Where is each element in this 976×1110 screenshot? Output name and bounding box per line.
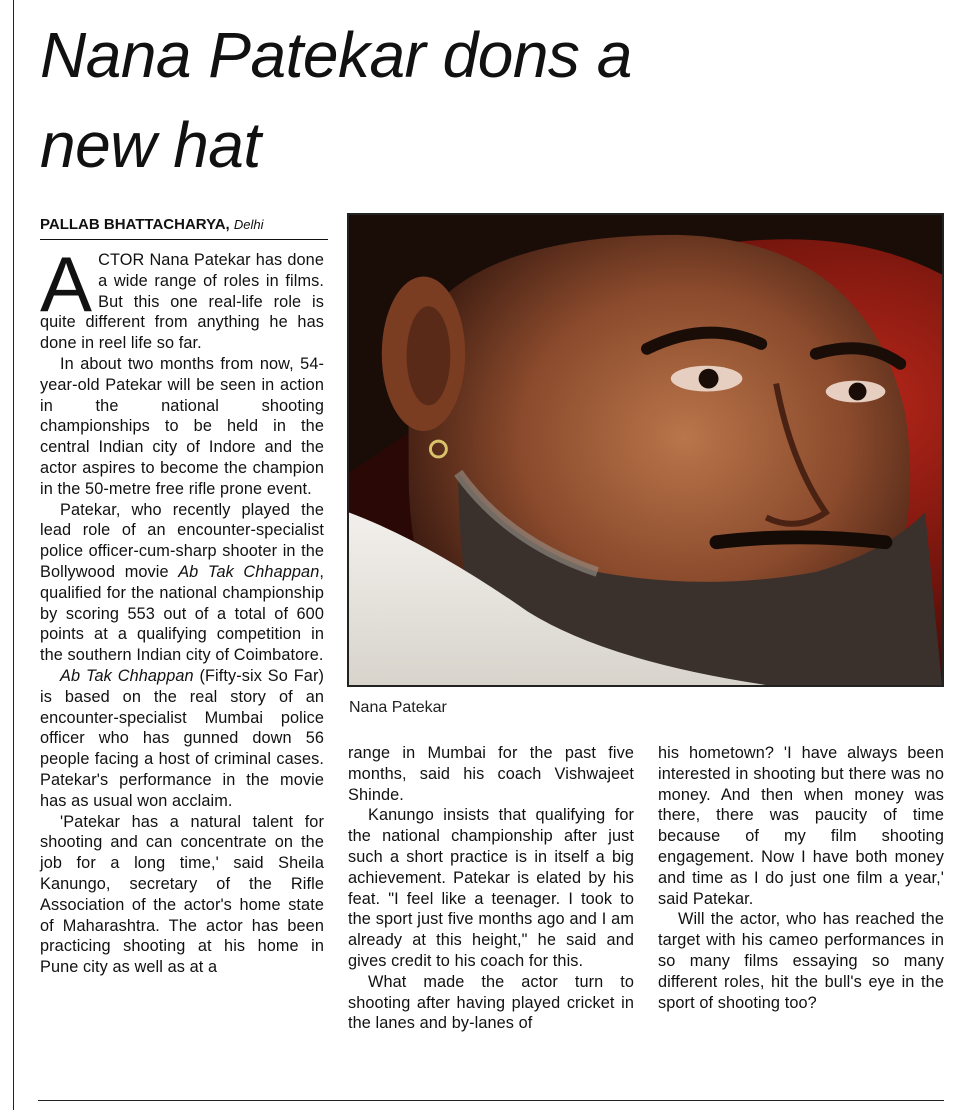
paragraph: 'Patekar has a natural talent for shooting and can concentrate on the job for a long time,' said Sheila Kanungo, secretary of the Rifle Association of the actor's home state of Maharashtra. The actor has been practicing shooting at his home in Pune city as well as at a — [40, 812, 324, 977]
paragraph: Kanungo insists that qualifying for the national championship after just such a short practice is in itself a big achievement. Patekar is elated by his feat. "I feel like a teenager. I took to the sport just five months ago and I am already at this height," he said and gives credit to his coach for this. — [348, 806, 634, 970]
paragraph-text: , qualified for the national championship by scoring 553 out of a total of 600 points at a qualifying competition in the southern Indian city of Coimbatore. — [40, 562, 324, 665]
headline: Nana Patekar dons a new hat — [40, 19, 632, 181]
paragraph: What made the actor turn to shooting after having played cricket in the lanes and by-lanes of — [348, 972, 634, 1033]
paragraph-text: Patekar, who recently played the lead role of an encounter-specialist police officer-cum-sharp shooter in the Bollywood movie — [40, 500, 324, 581]
film-title: Ab Tak Chhappan — [60, 666, 194, 685]
film-title: Ab Tak Chhappan — [178, 562, 320, 581]
paragraph: his hometown? 'I have always been interested in shooting but there was no money. And then when money was there, there was paucity of time because of my film shooting engagement. Now I have both money and time as I do just one film a year,' said Patekar. — [658, 744, 944, 908]
left-column-rule — [13, 0, 14, 1110]
byline — [40, 216, 328, 240]
article-column-2 — [348, 743, 634, 1034]
portrait-illustration — [349, 215, 942, 685]
photo-caption: Nana Patekar — [349, 699, 447, 716]
paragraph-text: (Fifty-six So Far) is based on the real story of an encounter-specialist Mumbai police officer who has gunned down 56 people facing a host of criminal cases. Patekar's performance in the movie has as usual won acclaim. — [40, 666, 324, 810]
paragraph — [40, 500, 324, 666]
paragraph — [40, 666, 324, 812]
paragraph: range in Mumbai for the past five months, said his coach Vishwajeet Shinde. — [348, 744, 634, 804]
dateline-location: Delhi — [233, 217, 264, 232]
bottom-rule — [38, 1100, 944, 1101]
paragraph: In about two months from now, 54-year-old Patekar will be seen in action in the national shooting championships to be held in the central Indian city of Indore and the actor aspires to become the champion in the 50-metre free rifle prone event. — [40, 354, 324, 498]
drop-cap: A — [40, 240, 93, 328]
author-name: PALLAB BHATTACHARYA, — [40, 216, 230, 233]
paragraph-text: CTOR Nana Patekar has done a wide range of roles in films. But this one real-life role is quite different from anything he has done in reel life so far. — [40, 251, 324, 353]
paragraph — [40, 240, 324, 354]
paragraph: Will the actor, who has reached the target with his cameo performances in so many films essaying so many different roles, hit the bull's eye in the sport of shooting too? — [658, 910, 944, 1012]
article-column-3 — [658, 743, 944, 1013]
article-column-1 — [40, 240, 324, 978]
portrait-photo — [347, 213, 944, 687]
